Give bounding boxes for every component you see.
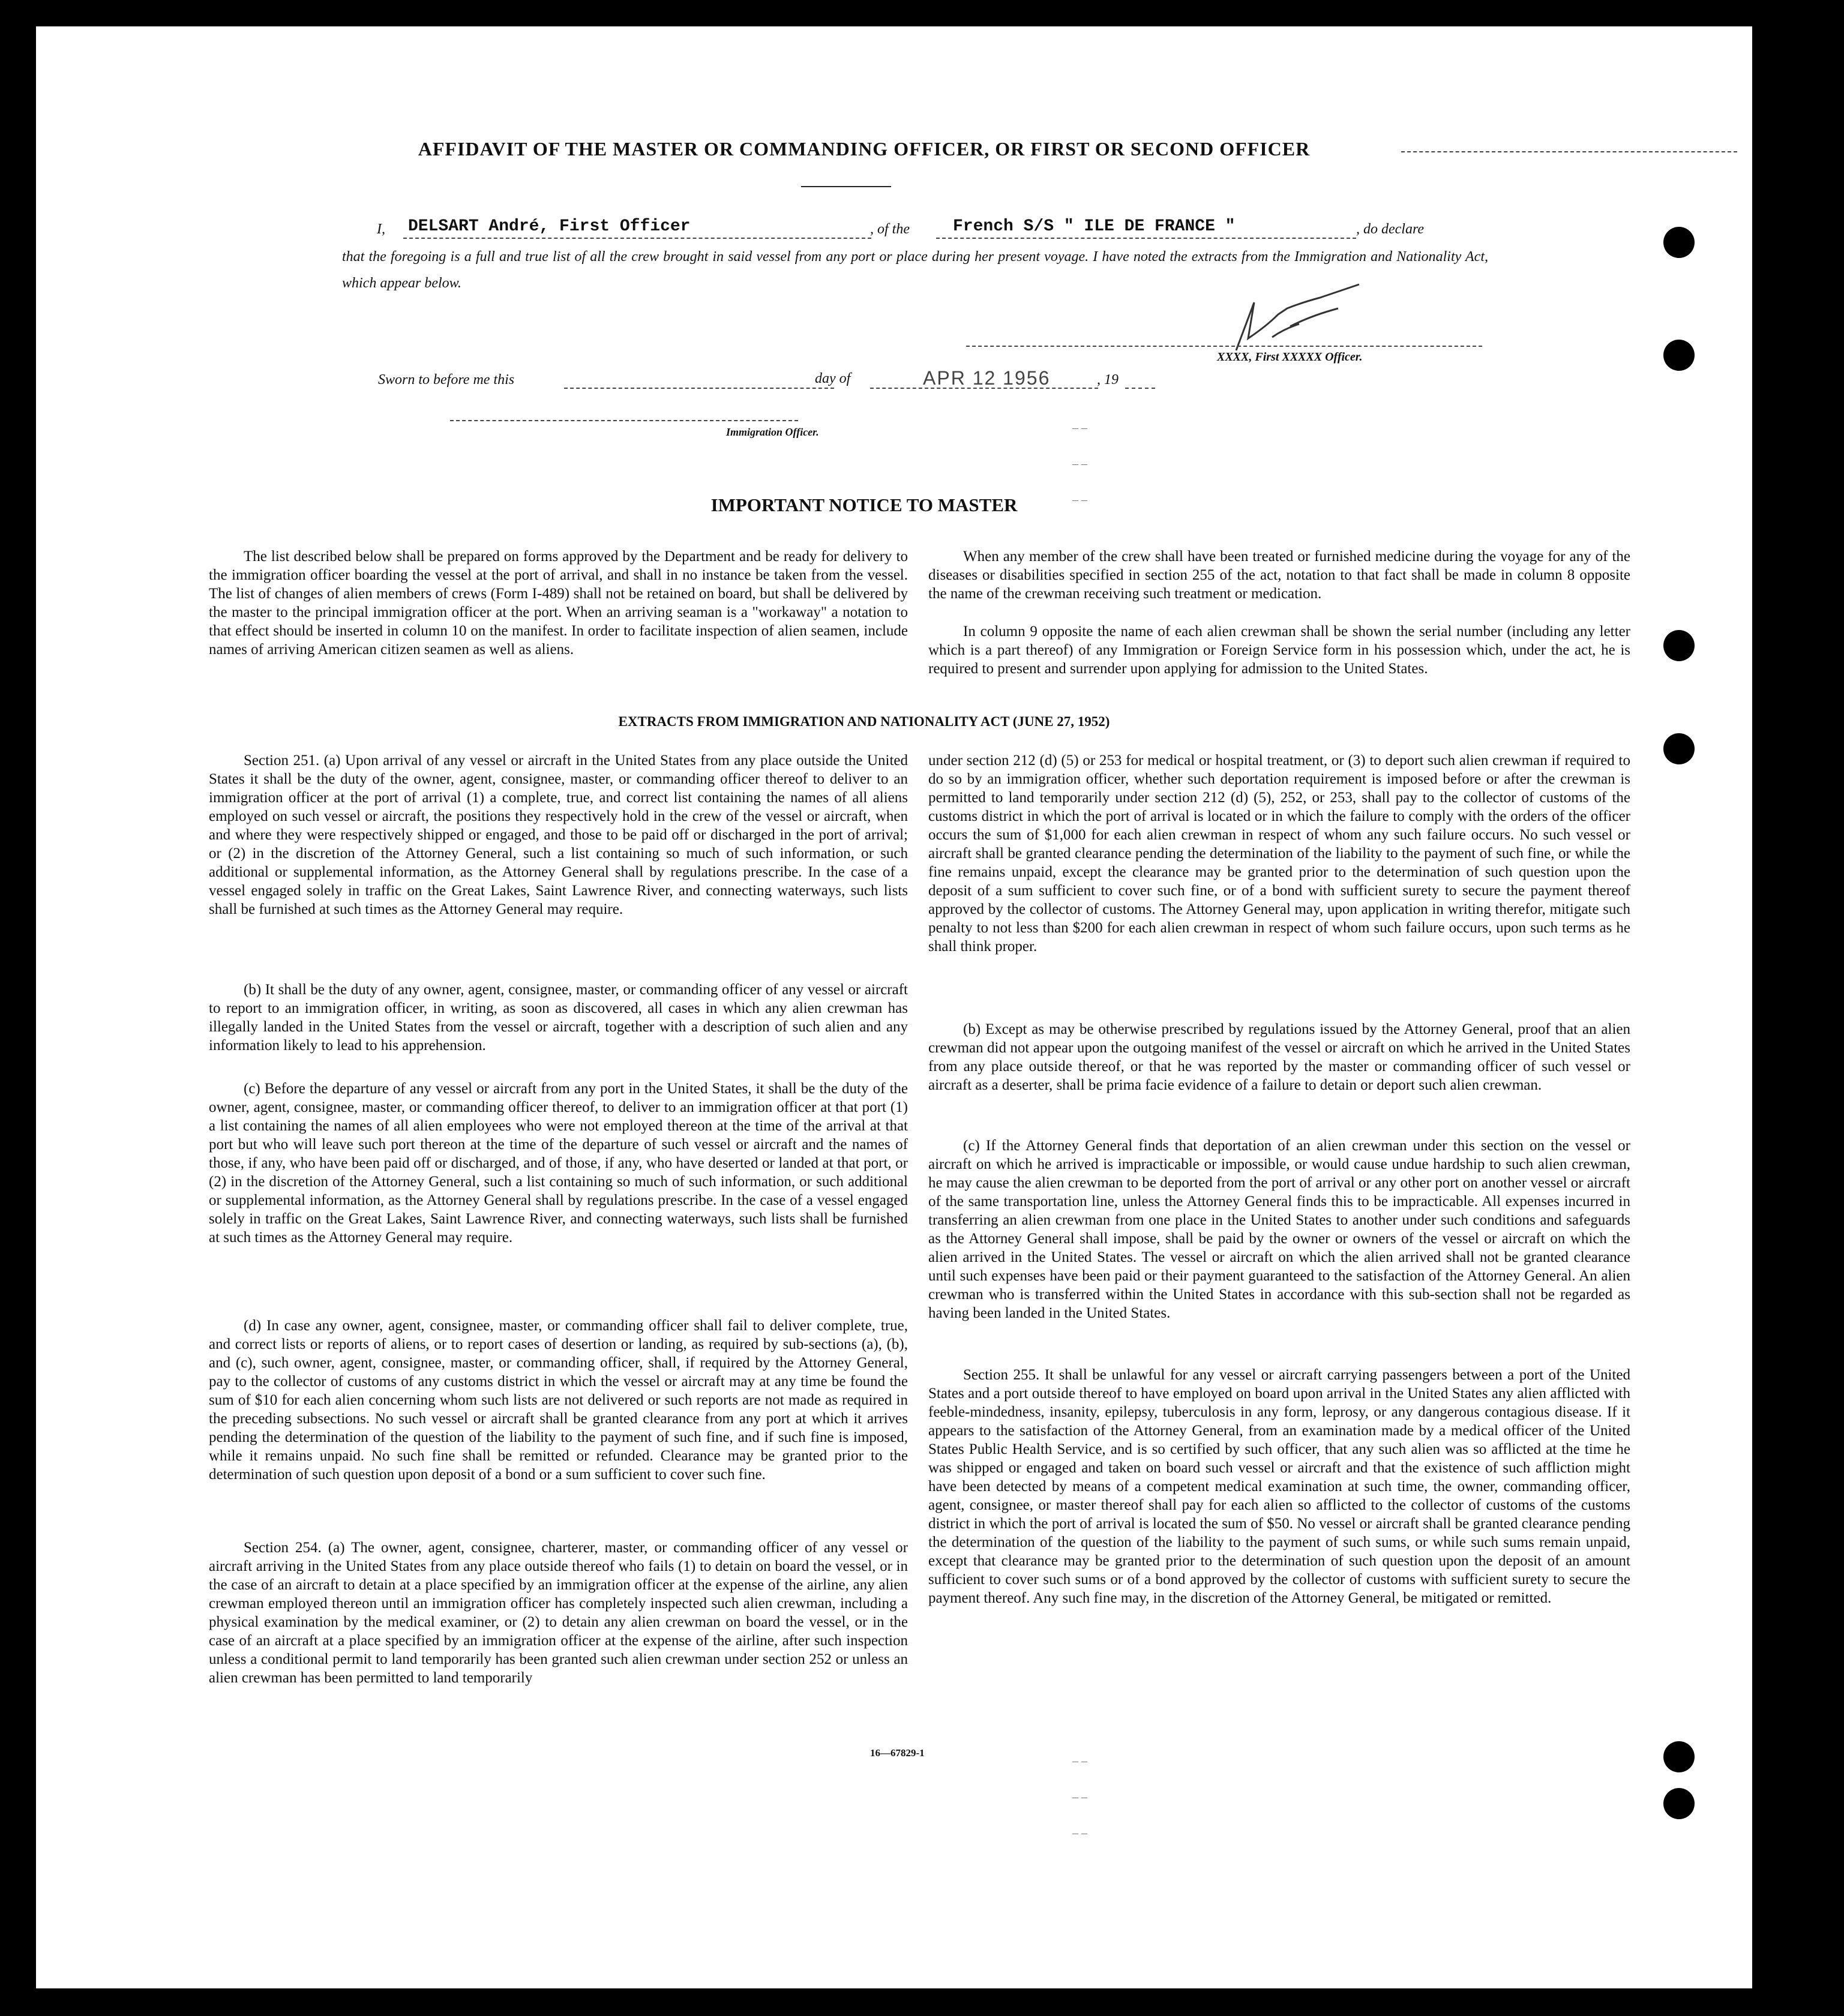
notice-right-paragraph-1: When any member of the crew shall have been treated or furnished medicine during the voyage for any of the diseases or disabilities specified in section 255 of the act, notation to that fact shall be made in column 8 opposite the name of the crewman receiving such treatment or medication. (928, 548, 1630, 602)
declaration-i: I, (377, 221, 385, 237)
section-254-a-continued: under section 212 (d) (5) or 253 for medical or hospital treatment, or (3) to deport such alien crewman if required to do so by an immigration officer, whether such deportation requirement is imposed before or after the crewman is permitted to land temporarily under section 212 (d) (5), 252, or 253, shall pay to the collector of customs of the customs district in which the port of arrival is located or in which the failure to comply with the orders of the officer occurs the sum of $1,000 for each alien crewman in respect of whom any such failure occurs. No such vessel or aircraft shall be granted clearance pending the determination of the liability to the payment of such fine, or while the fine remains unpaid, except the clearance may be granted prior to the determination of such question upon the deposit of a sum sufficient to cover such fine, or of a bond with sufficient surety to secure the payment thereof approved by the collector of customs. The Attorney General may, upon application in writing therefor, mitigate such penalty to not less than $200 for each alien crewman in respect of whom such failure occurs, upon such terms as he shall think proper. (928, 752, 1630, 955)
form-number: 16—67829-1 (870, 1747, 925, 1759)
vessel-name-line (936, 238, 1356, 239)
sworn-label: Sworn to before me this (378, 372, 515, 388)
section-251-d: (d) In case any owner, agent, consignee, master, or commanding officer shall fail to deliver complete, true, and correct lists or reports of aliens, or to report cases of desertion or landing, as required by sub-sections (a), (b), and (c), such owner, agent, consignee, master, or commanding officer, shall, if required by the Attorney General, pay to the collector of customs of any customs district in which the vessel or aircraft may at any time be found the sum of $10 for each alien concerning whom such lists are not delivered or such reports are not made as required in the preceding subsections. No such vessel or aircraft shall be granted clearance from any port at which it arrives pending the determination of the question of the liability to the payment of such fine, and if such fine is imposed, while it remains unpaid. No such fine shall be remitted or refunded. Clearance may be granted prior to the determination of such question upon deposit of a bond or a sum sufficient to cover such fine. (209, 1318, 908, 1483)
title-underline (801, 186, 891, 187)
punch-hole (1663, 733, 1695, 764)
punch-hole (1663, 227, 1695, 258)
year-prefix: , 19 (1097, 372, 1119, 388)
vessel-name: French S/S " ILE DE FRANCE " (953, 217, 1236, 236)
day-of-label: day of (815, 371, 851, 386)
affidavit-title: AFFIDAVIT OF THE MASTER OR COMMANDING OFFICER, OR FIRST OR SECOND OFFICER (418, 138, 1311, 160)
scan-mark: – – (1072, 457, 1087, 470)
extracts-heading: EXTRACTS FROM IMMIGRATION AND NATIONALITY ACT (JUNE 27, 1952) (618, 714, 1110, 729)
declaration-body: that the foregoing is a full and true list of all the crew brought in said vessel from any port or place during her present voyage. I have noted the extracts from the Immigration and Nationality Act, which appear below. (342, 249, 1488, 291)
scan-mark: – – (1072, 1826, 1087, 1840)
section-254-c: (c) If the Attorney General finds that deportation of an alien crewman under this section on the vessel or aircraft on which he arrived is impracticable or impossible, or would cause undue hardship to such alien crewman, he may cause the alien crewman to be deported from the port of arrival or any other port on another vessel or aircraft of the same transportation line, unless the Attorney General finds this to be impracticable. All expenses incurred in transferring an alien crewman from one place in the United States to another under such conditions and safeguards as the Attorney General shall impose, shall be paid by the owner or owners of the vessel or aircraft on which the alien arrived in the United States. The vessel or aircraft on which the alien arrived shall not be granted clearance until such expenses have been paid or their payment guaranteed to the satisfaction of the Attorney General. An alien crewman who is transferred within the United States in accordance with this sub-section shall not be regarded as having been landed in the United States. (928, 1138, 1630, 1321)
scan-mark: – – (1072, 1790, 1087, 1804)
section-251-b: (b) It shall be the duty of any owner, agent, consignee, master, or commanding officer of any vessel or aircraft to report to an immigration officer, in writing, as soon as discovered, all cases in which any alien crewman has illegally landed in the United States from the vessel or aircraft, together with a description of such alien and any information likely to lead to his apprehension. (209, 982, 908, 1054)
punch-hole (1663, 340, 1695, 371)
immigration-officer-line (450, 420, 798, 421)
signature-caption: XXXX, First XXXXX Officer. (1217, 350, 1363, 364)
section-251-c: (c) Before the departure of any vessel or aircraft from any port in the United States, it shall be the duty of the owner, agent, consignee, master, or commanding officer thereof, to deliver to an immigration officer at that port (1) a list containing the names of all alien employees who were not employed thereon at the time of the arrival at that port but who will leave such port thereon at the time of the departure of such vessel or aircraft and the names of those, if any, who have been paid off or discharged, and of those, if any, who have deserted or landed at that port, or (2) in the discretion of the Attorney General, such a list containing so much of such information, or such additional or supplemental information, as the Attorney General shall by regulations prescribe. In the case of a vessel engaged solely in traffic on the Great Lakes, Saint Lawrence River, and connecting waterways, such lists shall be furnished at such times as the Attorney General may require. (209, 1081, 908, 1246)
scan-mark: – – (1072, 493, 1087, 506)
notice-right-paragraph-2: In column 9 opposite the name of each alien crewman shall be shown the serial number (including any letter which is a part thereof) of any Immigration or Foreign Service form in his possession which, under the act, he is required to present and surrender upon applying for admission to the United States. (928, 623, 1630, 677)
punch-hole (1663, 1788, 1695, 1819)
section-251-a: Section 251. (a) Upon arrival of any vessel or aircraft in the United States from any place outside the United States it shall be the duty of the owner, agent, consignee, master, or commanding officer thereof to deliver to an immigration officer at the port of arrival (1) a complete, true, and correct list containing the names of all aliens employed on such vessel or aircraft, the positions they respectively hold in the crew of the vessel or aircraft, when and where they were respectively shipped or engaged, and those to be paid off or discharged in the port of arrival; or (2) in the discretion of the Attorney General, such a list containing so much of such information, or such additional or supplemental information, as the Attorney General shall by regulations prescribe. In the case of a vessel engaged solely in traffic on the Great Lakes, Saint Lawrence River, and connecting waterways, such lists shall be furnished at such times as the Attorney General may require. (209, 752, 908, 917)
of-the-label: , of the (870, 221, 910, 237)
sworn-day-line (564, 388, 834, 389)
punch-hole (1663, 630, 1695, 661)
section-254-a: Section 254. (a) The owner, agent, consignee, charterer, master, or commanding officer of any vessel or aircraft arriving in the United States from any place outside thereof who fails (1) to detain on board the vessel, or in the case of an aircraft to detain at a place specified by an immigration officer at the expense of the airline, any alien crewman employed thereon until an immigration officer has completely inspected such alien crewman, including a physical examination by the medical examiner, or (2) to detain any alien crewman on board the vessel, or in the case of an aircraft at a place specified by an immigration officer at the expense of the airline, after such inspection unless a conditional permit to land temporarily has been granted such alien crewman under section 252 or unless an alien crewman has been permitted to land temporarily (209, 1540, 908, 1686)
officer-signature (1212, 266, 1368, 362)
notice-left-paragraph: The list described below shall be prepared on forms approved by the Department and be ready for delivery to the immigration officer boarding the vessel at the port of arrival, and shall in no instance be taken from the vessel. The list of changes of alien members of crews (Form I-489) shall not be retained on board, but shall be delivered by the master to the principal immigration officer at the port. When an arriving seaman is a "workaway" a notation to that effect should be inserted in column 10 on the manifest. In order to facilitate inspection of alien seamen, include names of arriving American citizen seamen as well as aliens. (209, 548, 908, 658)
scan-mark: – – (1072, 1754, 1087, 1768)
scan-mark: – – (1072, 421, 1087, 434)
signature-line (966, 346, 1482, 347)
immigration-officer-caption: Immigration Officer. (726, 426, 819, 438)
document-page (36, 26, 1752, 1988)
officer-name-line (403, 238, 871, 239)
title-trailing-dots (1401, 151, 1737, 152)
officer-name: DELSART André, First Officer (408, 217, 691, 236)
notice-heading: IMPORTANT NOTICE TO MASTER (710, 494, 1018, 515)
punch-hole (1663, 1741, 1695, 1772)
year-line (1125, 388, 1155, 389)
section-254-b: (b) Except as may be otherwise prescribed by regulations issued by the Attorney General, proof that an alien crewman did not appear upon the outgoing manifest of the vessel or aircraft on which he arrived in the United States from any place outside thereof, or that he was reported by the master or commanding officer of such vessel or aircraft as a deserter, shall be prima facie evidence of a failure to detain or deport such alien crewman. (928, 1021, 1630, 1093)
do-declare-label: , do declare (1356, 221, 1425, 237)
date-stamp: APR 12 1956 (923, 367, 1051, 389)
section-255: Section 255. It shall be unlawful for any vessel or aircraft carrying passengers between a port of the United States and a port outside thereof to have employed on board upon arrival in the United States any alien afflicted with feeble-mindedness, insanity, epilepsy, tuberculosis in any form, leprosy, or any dangerous contagious disease. If it appears to the satisfaction of the Attorney General, from an examination made by a medical officer of the United States Public Health Service, and is so certified by such officer, that any such alien was so afflicted at the time he was shipped or engaged and taken on board such vessel or aircraft and that the existence of such affliction might have been detected by means of a competent medical examination at such time, the owner, commanding officer, agent, consignee, or master thereof shall pay for each alien so afflicted to the collector of customs of the customs district in which the port of arrival is located the sum of $50. No vessel or aircraft shall be granted clearance pending the determination of the question of the liability to the payment of such sums, or while such sums remain unpaid, except that clearance may be granted prior to the determination of such question upon the deposit of an amount sufficient to cover such sums or of a bond approved by the collector of customs with sufficient surety to secure the payment thereof. Any such fine may, in the discretion of the Attorney General, be mitigated or remitted. (928, 1367, 1630, 1606)
